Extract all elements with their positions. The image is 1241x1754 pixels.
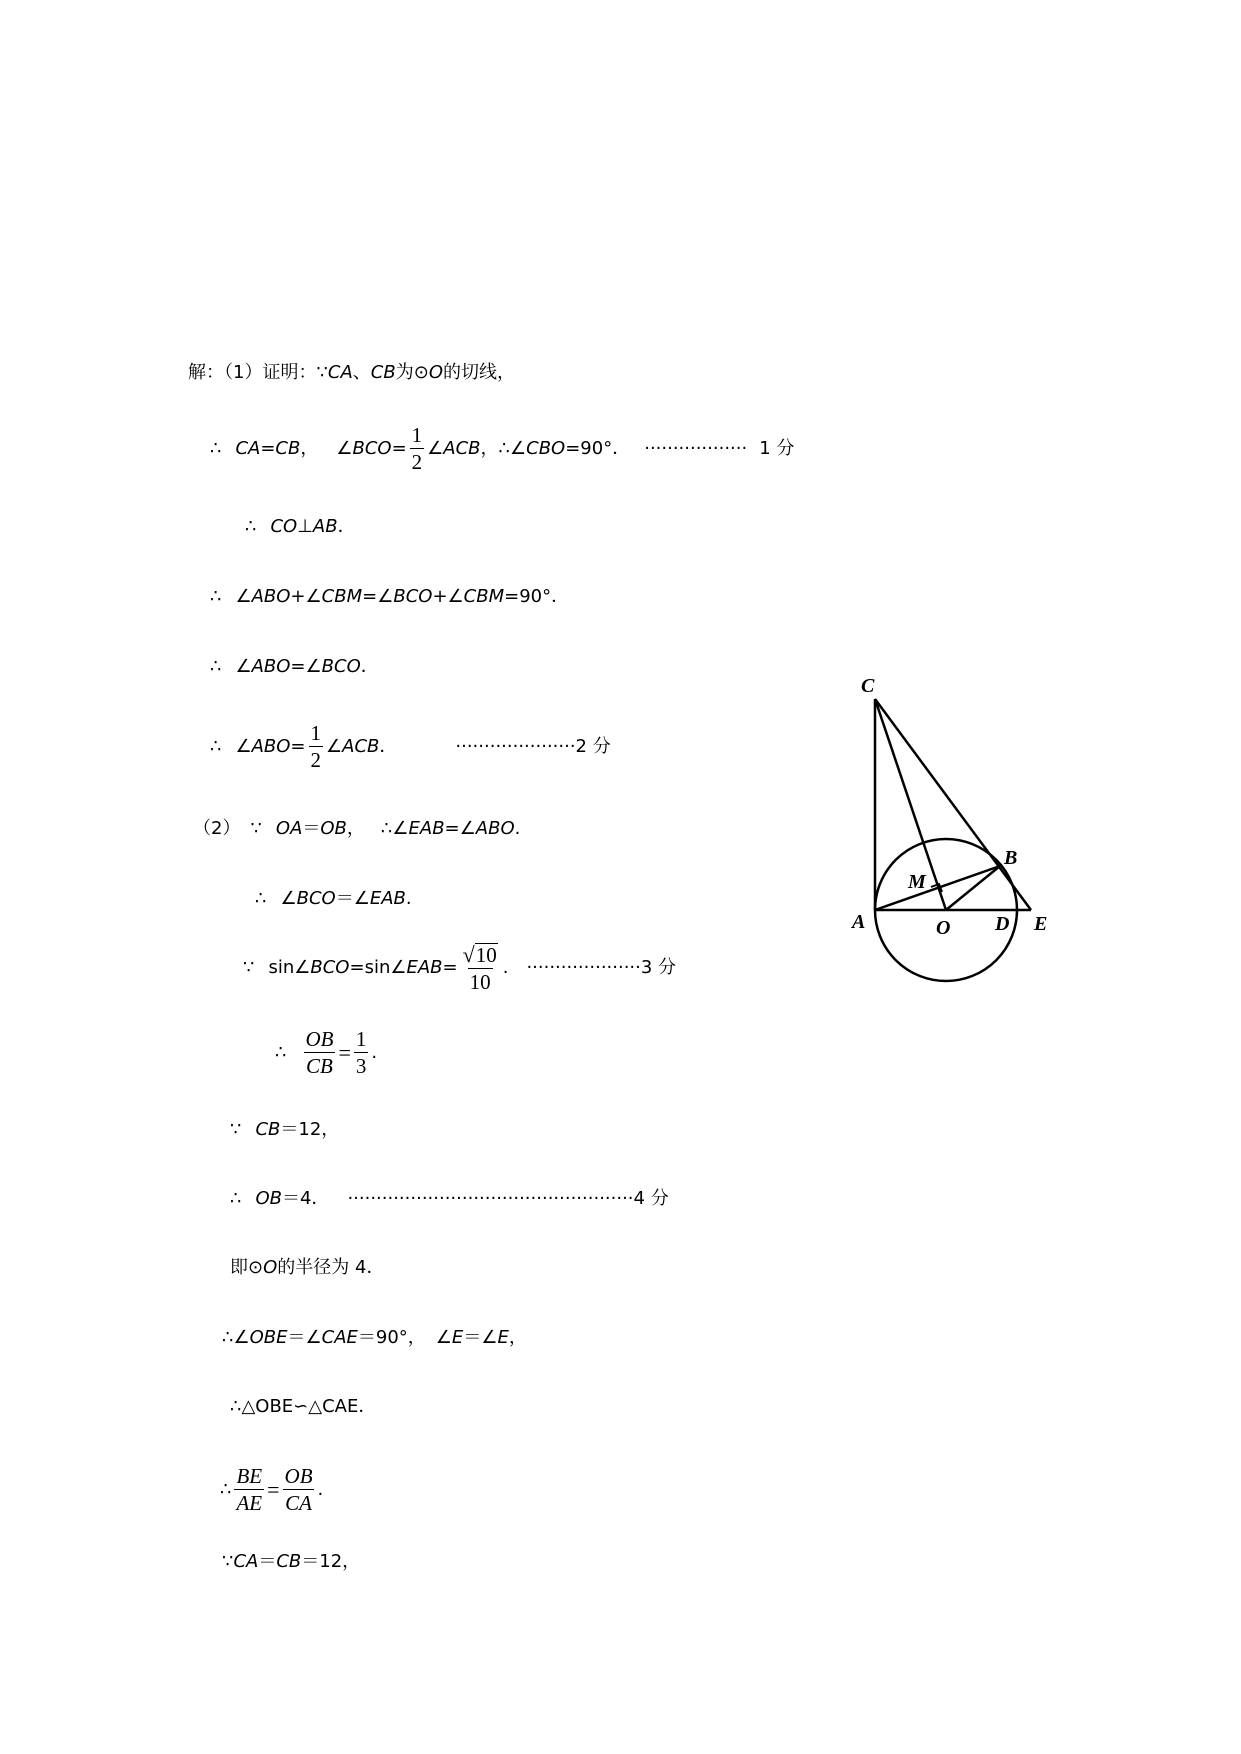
fraction-denominator: AE: [236, 1491, 263, 1516]
step-right-angles: [222, 1329, 527, 1347]
equals: =: [442, 957, 458, 979]
angle-cae: ∠CAE: [305, 1327, 358, 1348]
fraction-one-third: [354, 1028, 369, 1077]
fraction-denominator: 3: [355, 1054, 367, 1079]
angle-bco: ∠BCO: [280, 888, 336, 909]
because-symbol: ∵: [243, 957, 255, 979]
fraction-numerator: [461, 943, 500, 968]
period: ．: [379, 735, 398, 757]
therefore-symbol: ∴: [380, 818, 393, 839]
score-dots: ·····················: [455, 735, 576, 757]
var-cb: CB: [370, 362, 396, 383]
angle-cbo: ∠CBO: [509, 437, 566, 459]
angle-acb: ∠ACB: [427, 437, 481, 459]
angle-bco: ∠BCO: [377, 586, 433, 607]
comma: ，: [508, 1327, 527, 1348]
because-symbol: ∵: [222, 1551, 234, 1572]
angle-cbm: ∠CBM: [305, 586, 363, 607]
label-o: O: [936, 917, 951, 939]
ca-eq-cb: CA=CB: [235, 437, 301, 459]
comma: ，: [300, 437, 319, 459]
var-ca: CA: [327, 362, 353, 383]
segment-oa: OA: [275, 818, 303, 839]
period: .: [371, 1041, 378, 1063]
angle-eab: ∠EAB: [392, 818, 445, 839]
step-bco-eq-eab: [255, 890, 412, 908]
angle-bco: ∠BCO=: [336, 437, 407, 459]
segment-co: CO: [270, 516, 298, 537]
part2-heading-line: [193, 820, 520, 838]
segment-ab: [875, 866, 1000, 910]
fraction-sqrt10-over-10: [461, 943, 500, 993]
step-co-perp-ab: [245, 518, 356, 536]
therefore-symbol: ∴: [255, 888, 267, 909]
radius-text: 的半径为 4．: [277, 1257, 385, 1278]
fraction-numerator: 1: [310, 721, 322, 745]
equals: ＝: [335, 888, 354, 909]
period: .: [317, 1478, 324, 1500]
step-be-over-ae: [220, 1465, 323, 1514]
angle-abo: ∠ABO=: [235, 735, 306, 757]
therefore-symbol: ∴: [210, 586, 222, 607]
score-dots: ··················: [644, 437, 748, 459]
var-o: O: [263, 1257, 278, 1278]
radicand: 10: [475, 943, 497, 968]
label-a: A: [852, 911, 866, 933]
segment-cb: CB: [255, 1119, 281, 1140]
fraction-one-half: [410, 424, 425, 473]
therefore-symbol: ∴: [210, 735, 222, 757]
fraction-one-half: [309, 722, 324, 771]
part2-label: （2）: [193, 818, 241, 839]
eq-90: =90°．: [504, 586, 570, 607]
segment-ab: AB: [312, 516, 338, 537]
label-m: M: [908, 871, 926, 893]
fraction-numerator: 1: [411, 423, 423, 447]
fraction-numerator: OB: [284, 1464, 313, 1488]
radical-sign: √: [462, 942, 475, 967]
equals: ＝: [463, 1327, 482, 1348]
step-abo-half-acb: [210, 722, 611, 771]
angle-e: ∠E: [481, 1327, 509, 1348]
angle-cbm: ∠CBM: [447, 586, 505, 607]
fraction-denominator: 2: [411, 450, 423, 475]
therefore-symbol: ∴: [498, 437, 510, 459]
equals-sin: =sin: [349, 957, 391, 979]
fraction-be-over-ae: [234, 1465, 264, 1514]
therefore-symbol: ∴: [220, 1478, 232, 1500]
geometry-diagram: [845, 668, 1065, 1008]
therefore-symbol: ∴: [222, 1327, 234, 1348]
fraction-denominator: CB: [306, 1054, 333, 1079]
value-4: ＝4．: [281, 1188, 330, 1209]
angle-abo: ∠ABO: [459, 818, 515, 839]
separator: 、: [352, 362, 371, 383]
because-symbol: ∵: [250, 818, 262, 839]
label-e: E: [1034, 913, 1048, 935]
segment-ob: OB: [320, 818, 347, 839]
equals: =: [290, 656, 306, 677]
circle-text: 为⊙: [395, 362, 429, 383]
comma: ，: [480, 437, 499, 459]
step-abo-eq-bco: [210, 658, 379, 676]
equals: =: [444, 818, 460, 839]
period: .: [514, 818, 521, 839]
fraction-ob-over-ca: [283, 1465, 315, 1514]
fraction-numerator: OB: [305, 1027, 334, 1051]
segment-ca: CA: [233, 1551, 259, 1572]
fraction-numerator: 1: [355, 1027, 367, 1051]
plus: +: [432, 586, 448, 607]
score-dots: ····················: [526, 957, 641, 979]
step-radius: [230, 1259, 384, 1277]
segment-ce: [875, 699, 1031, 910]
segment-cb: CB: [276, 1551, 302, 1572]
tangent-text: 的切线，: [442, 362, 515, 383]
angle-abo: ∠ABO: [235, 656, 291, 677]
therefore-symbol: ∴: [210, 656, 222, 677]
therefore-symbol: ∴: [275, 1041, 287, 1063]
solution-heading-line: [188, 364, 515, 382]
step-ca-eq-cb: [210, 424, 794, 473]
period: .: [502, 957, 509, 979]
angle-eab: ∠EAB: [390, 957, 443, 979]
period: ．: [360, 656, 379, 677]
value-12: ＝12，: [301, 1551, 361, 1572]
score-label: 4 分: [633, 1188, 669, 1209]
label-d: D: [995, 913, 1010, 935]
score-label: 3 分: [640, 957, 677, 979]
fraction-denominator: 10: [469, 970, 491, 995]
period: ．: [337, 516, 356, 537]
step-angle-sum: [210, 588, 569, 606]
score-label: 2 分: [575, 735, 611, 757]
comma: ，: [346, 818, 365, 839]
label-b: B: [1004, 847, 1018, 869]
therefore-symbol: ∴: [230, 1188, 242, 1209]
perp-symbol: ⊥: [297, 516, 313, 537]
angle-bco: ∠BCO: [305, 656, 361, 677]
angle-bco: ∠BCO: [294, 957, 350, 979]
segment-ob: OB: [255, 1188, 282, 1209]
score-dots: ··················································: [347, 1188, 634, 1209]
equals: =: [338, 1039, 351, 1065]
equals: =: [267, 1476, 280, 1502]
fraction-numerator: BE: [236, 1464, 263, 1488]
step-cb-eq-12: [230, 1121, 339, 1139]
fraction-ob-over-cb: [303, 1028, 335, 1077]
angle-acb: ∠ACB: [326, 735, 380, 757]
equals: =: [362, 586, 378, 607]
angle-eab: ∠EAB: [353, 888, 406, 909]
equals: ＝: [287, 1327, 306, 1348]
angle-obe: ∠OBE: [233, 1327, 288, 1348]
step-similar-triangles: [230, 1398, 376, 1416]
sin-text: sin: [268, 957, 295, 979]
label-c: C: [861, 675, 875, 697]
period: .: [405, 888, 412, 909]
because-symbol: ∵: [230, 1119, 242, 1140]
var-o: O: [428, 362, 443, 383]
segment-ob: [946, 866, 1000, 910]
angle-abo: ∠ABO: [235, 586, 291, 607]
therefore-symbol: ∴: [210, 437, 222, 459]
step-ob-eq-4: [230, 1190, 669, 1208]
heading-prefix: 解：（1）证明：∵: [188, 362, 328, 383]
step-sin-equation: [243, 943, 676, 993]
plus: +: [290, 586, 306, 607]
value-12: ＝12，: [280, 1119, 340, 1140]
fraction-denominator: CA: [285, 1491, 312, 1516]
equals: ＝: [258, 1551, 277, 1572]
similar-triangles-text: ∴△OBE∽△CAE．: [230, 1396, 377, 1417]
score-label: 1 分: [759, 437, 795, 459]
angle-e: ∠E: [435, 1327, 464, 1348]
step-ca-eq-cb-eq-12: [222, 1553, 360, 1571]
eq-90: =90°．: [565, 437, 631, 459]
step-ob-over-cb: [275, 1028, 377, 1077]
radius-prefix: 即⊙: [230, 1257, 264, 1278]
eq-90: ＝90°，: [357, 1327, 426, 1348]
therefore-symbol: ∴: [245, 516, 257, 537]
equals: ＝: [302, 818, 321, 839]
fraction-denominator: 2: [310, 748, 322, 773]
